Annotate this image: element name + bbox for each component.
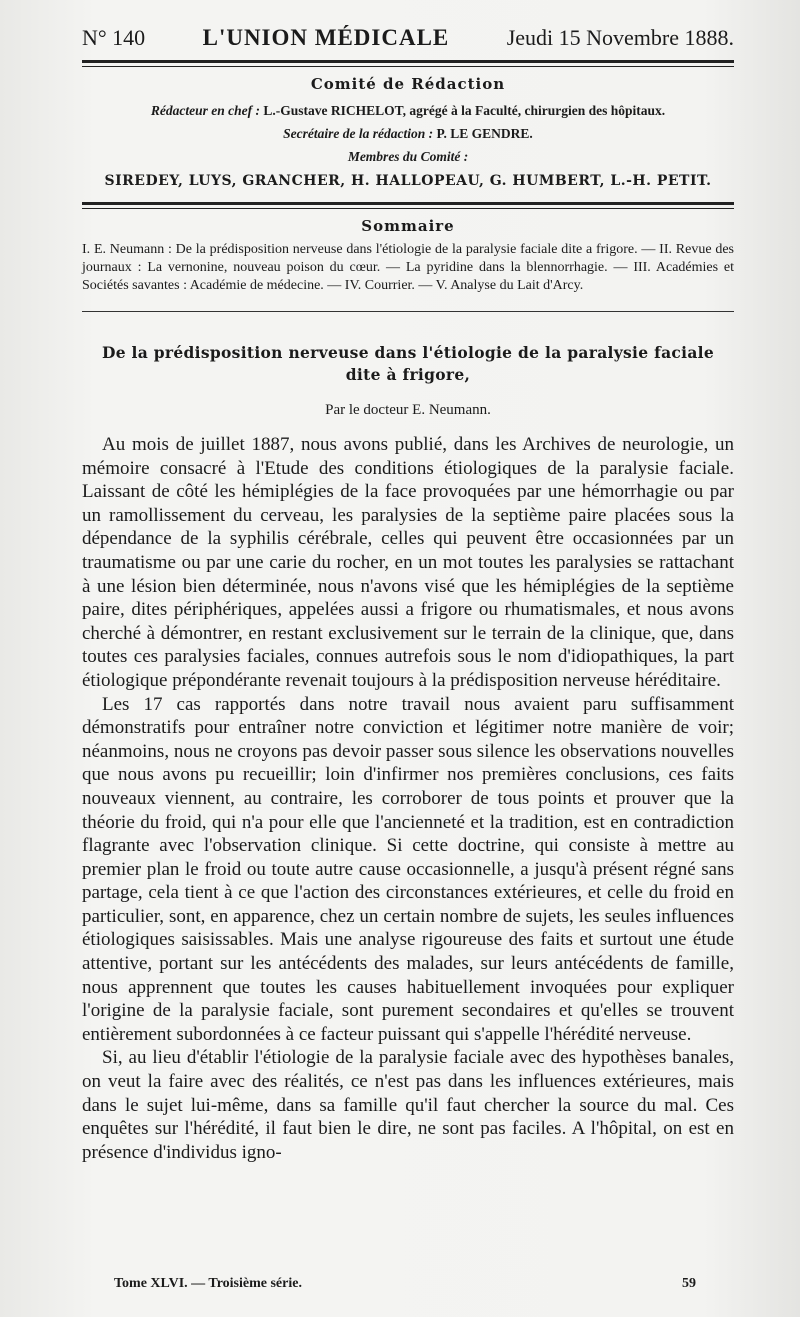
secretary-role: Secrétaire de la rédaction :	[283, 126, 434, 141]
issue-date: Jeudi 15 Novembre 1888.	[506, 25, 734, 50]
issue-number: N° 140	[82, 25, 146, 50]
editor-name: L.-Gustave RICHELOT, agrégé à la Faculté, chirurgien des hôpitaux.	[263, 103, 666, 118]
article-title	[82, 342, 734, 386]
page-footer	[114, 1276, 696, 1292]
article-paragraph-3: Si, au lieu d'établir l'étiologie de la paralysie faciale avec des hypothèses banales, on veut la faire avec des réalités, ce n'est pas dans les influences extérieures, mais dans le sujet lui-même, dans sa famille qu'il faut chercher la source du mal. Ces enquêtes sur l'hérédité, il faut bien le dire, ne sont pas faciles. A l'hôpital, on est en présence d'individus igno-	[82, 1047, 734, 1163]
summary-text: I. E. Neumann : De la prédisposition nerveuse dans l'étiologie de la paralysie faciale dite a frigore. — II. Revue des journaux : La vernonine, nouveau poison du cœur. — La pyridine dans la blennorrhagie. — III. Académies et Sociétés savantes : Académie de médecine. — IV. Courrier. — V. Analyse du Lait d'Arcy.	[82, 242, 734, 293]
secretary-line	[82, 122, 734, 145]
editor-line	[82, 99, 734, 122]
page-number: 59	[682, 1276, 696, 1291]
article-title-line-2: dite à frigore,	[345, 365, 471, 384]
article-paragraph-2: Les 17 cas rapportés dans notre travail nous avaient paru suffisamment démonstratifs pour entraîner notre conviction et légitimer notre manière de voir; néanmoins, nous ne croyons pas devoir passer sous silence les observations nouvelles que nous avons pu recueillir; loin d'infirmer nos premières conclusions, ces faits nouveaux viennent, au contraire, les corroborer de tous points et prouver que la théorie du froid, qui n'a pour elle que l'ancienneté et la tradition, est en contradiction flagrante avec l'observation clinique. Si cette doctrine, qui consiste à mettre au premier plan le froid ou toute autre cause occasionnelle, a jusqu'à présent régné sans partage, cela tient à ce que l'action des circonstances extérieures, et celle du froid en particulier, sont, en apparence, chez un certain nombre de sujets, les seules influences étiologiques saisissables. Mais une analyse rigoureuse des faits et surtout une étude attentive, portant sur les antécédents des malades, sur leurs antécédents de famille, nous apprennent que toutes les causes habituellement invoquées pour expliquer l'origine de la paralysie faciale, sont purement secondaires et qu'elles se trouvent entièrement subordonnées à ce facteur puissant qui s'appelle l'hérédité nerveuse.	[82, 693, 734, 1045]
article-body	[82, 433, 734, 1164]
article-paragraph-1: Au mois de juillet 1887, nous avons publié, dans les Archives de neurologie, un mémoire consacré à l'Etude des conditions étiologiques de la paralysie faciale. Laissant de côté les hémiplégies de la face provoquées par une hémorrhagie ou par un ramollissement du cerveau, les paralysies de la septième paire placées sous la dépendance de la syphilis cérébrale, celles qui peuvent être occasionnées par un traumatisme ou par une carie du rocher, en un mot toutes les paralysies se rattachant à une lésion bien déterminée, nous n'avons visé que les hémiplégies de la septième paire, dites périphériques, appelées aussi a frigore ou rhumatismales, et nous avons cherché à démontrer, en restant exclusivement sur le terrain de la clinique, que, dans toutes ces paralysies faciales, connues autrefois sous le nom d'idiopathiques, la part étiologique prépondérante revenait toujours à la prédisposition nerveuse héréditaire.	[82, 434, 734, 691]
committee-heading: Comité de Rédaction	[310, 75, 506, 93]
editor-role: Rédacteur en chef :	[150, 103, 260, 118]
header-rule	[82, 60, 734, 67]
volume-info: Tome XLVI. — Troisième série.	[114, 1276, 302, 1291]
article-byline: Par le docteur E. Neumann.	[325, 402, 491, 418]
members-role: Membres du Comité :	[347, 149, 469, 164]
members-list: SIREDEY, LUYS, GRANCHER, H. HALLOPEAU, G. HUMBERT, L.-H. PETIT.	[104, 173, 712, 189]
summary-heading: Sommaire	[361, 217, 455, 235]
secretary-name: P. LE GENDRE.	[436, 126, 533, 141]
committee-rule	[82, 202, 734, 209]
article-title-line-1: De la prédisposition nerveuse dans l'étiologie de la paralysie faciale	[101, 343, 715, 362]
running-head	[82, 18, 734, 58]
journal-title: L'UNION MÉDICALE	[202, 25, 450, 50]
summary-rule	[82, 311, 734, 312]
